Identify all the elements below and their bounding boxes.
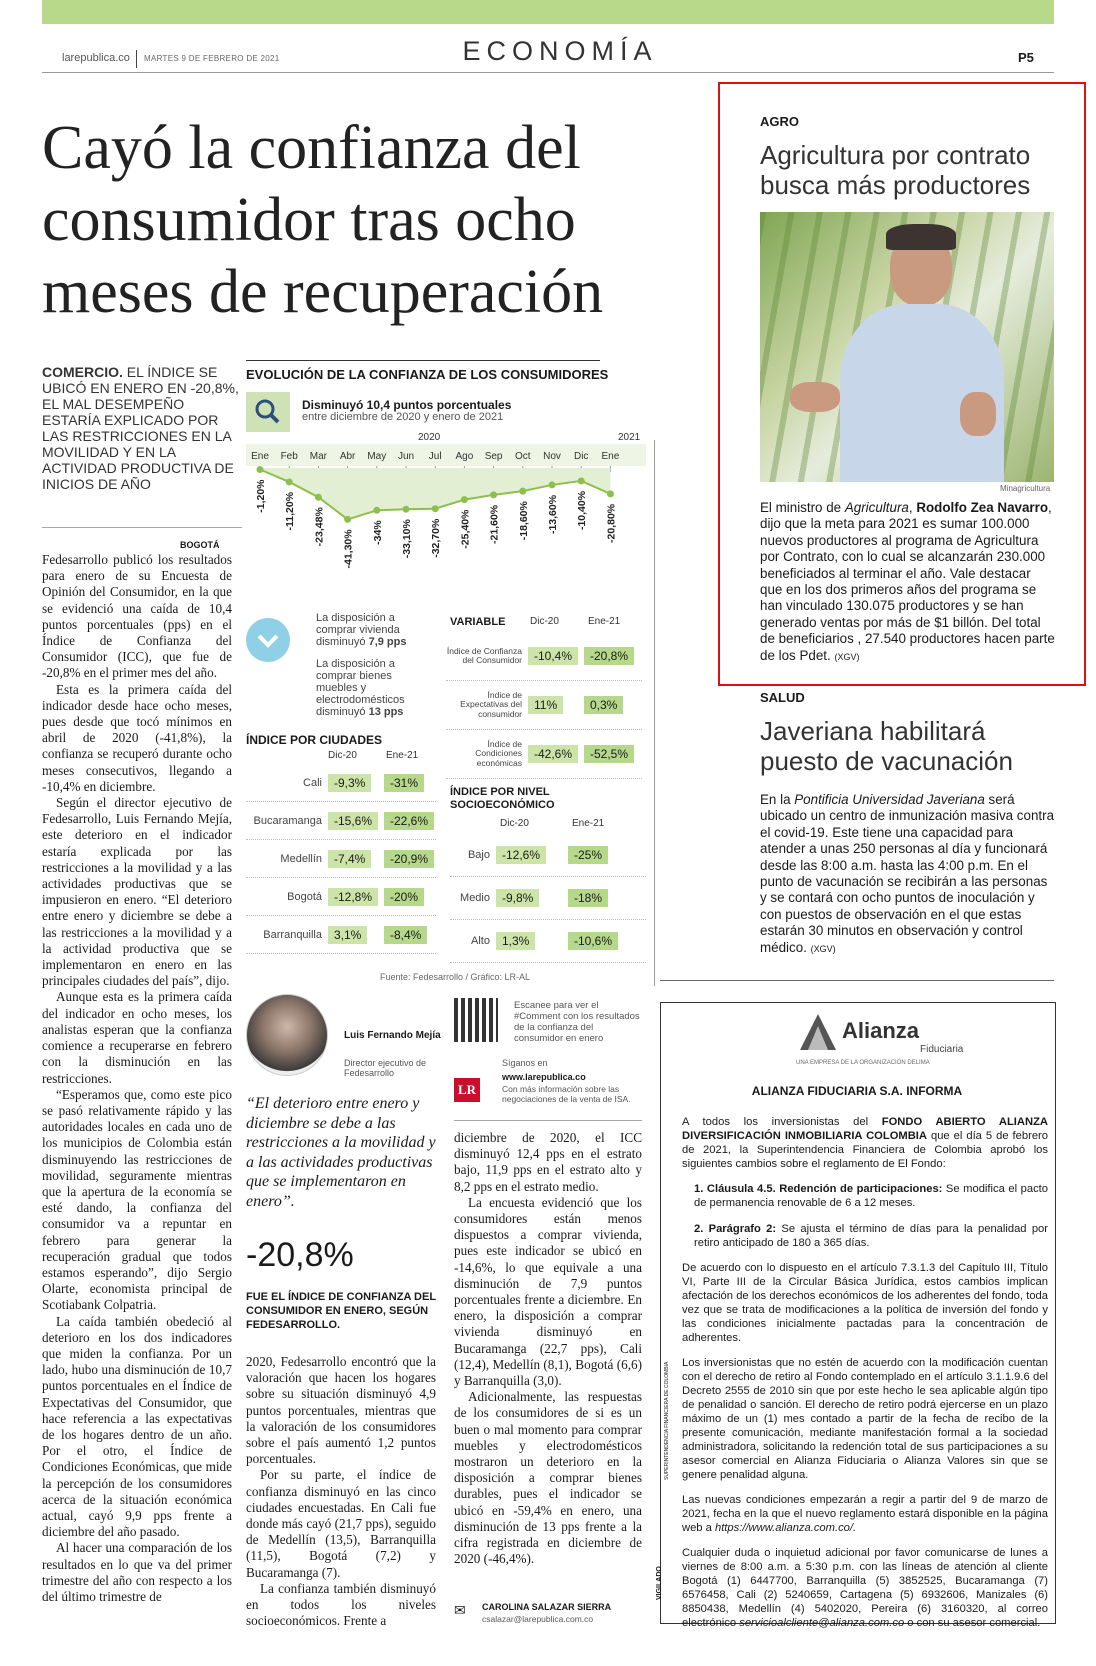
data-label: -34%	[371, 520, 384, 545]
text: Rodolfo Zea Navarro	[916, 500, 1049, 515]
article-column-3	[454, 1130, 642, 1567]
ad-paragraph	[682, 1493, 1048, 1535]
table-row	[246, 840, 436, 878]
ad-heading: ALIANZA FIDUCIARIA S.A. INFORMA	[751, 1084, 963, 1098]
paragraph: Según el director ejecutivo de Fedesarrollo, Luis Fernando Mejía, este deterioro en el indicador estaría explicada por las restricciones a la movilidad y a las actividades productivas que se impusieron en enero. “El deterioro entre enero y diciembre se debe a las restricciones a la movilidad y a la actividad productiva que se implementaron en enero en las principales ciudades del país”, dijo.	[42, 795, 232, 989]
row-label: Bucaramanga	[253, 814, 322, 827]
col-header-dec: Dic-20	[530, 616, 559, 627]
month-tick: Sep	[484, 451, 503, 462]
variables-table	[446, 632, 642, 779]
infographic-title: EVOLUCIÓN DE LA CONFIANZA DE LOS CONSUMIDORES	[246, 367, 609, 382]
down-arrow-icon	[246, 618, 290, 662]
qr-caption: Escanee para ver el #Comment con los resultados de la confianza del consumidor en enero	[514, 1000, 640, 1044]
text: Agricultura	[844, 500, 909, 515]
row-label: Cali	[303, 776, 322, 789]
paragraph: Fedesarrollo publicó los resultados para enero de su Encuesta de Opinión del Consumidor, en la que se evidenció una caída de 10,4 puntos porcentuales (pps) en el Índice de Confianza del Consumidor (ICC), que fue de -20,8% en el primer mes del año.	[42, 552, 232, 681]
author-icon: ✉	[454, 1602, 466, 1618]
data-label: -11,20%	[284, 491, 297, 531]
bullet-value: 13 pps	[368, 706, 404, 718]
row-label: Índice de Condiciones económicas	[475, 738, 522, 768]
dateline: BOGOTÁ	[180, 540, 220, 550]
bullet-text: La disposición a comprar vivienda disminuyó	[316, 612, 400, 648]
issue-date: MARTES 9 DE FEBRERO DE 2021	[144, 54, 280, 63]
bullet-housing	[316, 612, 428, 648]
infographic-rule	[246, 360, 600, 361]
value-jan: 0,3%	[584, 696, 623, 714]
month-tick: Jun	[397, 451, 415, 462]
year-label-2020: 2020	[418, 432, 441, 443]
data-label: -21,60%	[488, 504, 501, 544]
infographic-subtitle: Disminuyó 10,4 puntos porcentuales	[302, 398, 512, 412]
text: que el día 5 de febrero de 2021, la Superintendencia Financiera de Colombia aprobó los siguientes cambios sobre el reglamento de El Fondo:	[682, 1130, 1048, 1171]
table-row	[446, 730, 642, 779]
follow-url[interactable]: www.larepublica.co	[502, 1072, 586, 1082]
value-dec: -9,8%	[496, 889, 539, 907]
side-note-text: SUPERINTENDENCIA FINANCIERA DE COLOMBIA	[664, 1361, 670, 1480]
value-jan: -20,8%	[584, 647, 634, 665]
lr-logo: LR	[454, 1078, 480, 1102]
table-row	[450, 920, 646, 963]
month-tick: Feb	[280, 451, 298, 462]
paragraph: La encuesta evidenció que los consumidores están menos dispuestos a comprar vivienda, pues este indicador se ubicó en -14,6%, lo que equivale a una disminución de 7,9 puntos porcentuales frente a diciembre. En enero, la disposición a comprar vivienda disminuyó en Bucaramanga (22,7 pps), Cali (12,4), Medellín (8,1), Bogotá (6,6) y Barranquilla (3,0).	[454, 1194, 642, 1389]
page-number: P5	[1018, 50, 1034, 65]
row-label: Alto	[471, 935, 490, 947]
value-jan: -20%	[384, 888, 424, 906]
table-row	[446, 632, 642, 681]
month-tick: Dic	[573, 451, 589, 462]
text: El ministro de	[760, 500, 845, 515]
value-jan: -20,9%	[384, 850, 434, 868]
paragraph: 2020, Fedesarrollo encontró que la valoración que hacen los hogares sobre su situación disminuyó 4,9 puntos porcentuales, mientras que la valoración de los consumidores sobre el país aumentó 1,2 puntos porcentuales.	[246, 1354, 436, 1467]
value-jan: -52,5%	[584, 745, 634, 763]
value-jan: -8,4%	[384, 926, 427, 944]
data-label: -1,20%	[255, 479, 267, 513]
value-jan: -31%	[384, 774, 424, 792]
vigilado-stamp	[656, 1490, 670, 1600]
agro-text	[760, 500, 1056, 665]
author-email[interactable]: csalazar@larepublica.com.co	[482, 1614, 594, 1624]
section-tag-salud: SALUD	[760, 690, 805, 705]
article-column-2	[246, 1354, 436, 1629]
signature: (XGV)	[834, 651, 860, 662]
cities-table	[246, 764, 436, 954]
month-tick: Oct	[515, 451, 531, 462]
paragraph: “Esperamos que, como este pico se pasó relativamente rápido y las autoridades locales en cada uno de los municipios de Colombia están disminuyendo las restricciones de movilidad, seguramente mientras que la apertura de la economía se esté dando, la confianza del consumidor va a repuntar en febrero para generar la recuperación gradual que todos estamos esperando”, dijo Sergio Olarte, economista principal de Scotiabank Colpatria.	[42, 1086, 232, 1313]
paragraph: Por su parte, el índice de confianza disminuyó en las cinco ciudades encuestadas. En Cali fue donde más cayó (21,7 pps), seguido de Medellín (13,5), Barranquilla (11,5), Bogotá (7,2) y Bucaramanga (7).	[246, 1467, 436, 1580]
value-dec: 1,3%	[496, 932, 535, 950]
data-point	[578, 477, 585, 484]
article-column-1	[42, 552, 232, 1605]
top-color-bar	[42, 0, 1054, 24]
divider	[660, 980, 1054, 981]
side-note	[664, 1361, 678, 1480]
lead-text: EL ÍNDICE SE UBICÓ EN ENERO EN -20,8%, EL MAL DESEMPEÑO ESTARÍA EXPLICADO POR LAS RESTRICCIONES EN LA MOVILIDAD Y EN LA ACTIVIDAD PRODUCTIVA DE INICIOS DE AÑO	[42, 364, 239, 492]
data-point	[490, 491, 497, 498]
data-label: -18,60%	[517, 501, 530, 541]
paragraph: Adicionalmente, las respuestas de los consumidores de si es un buen o mal momento para comprar muebles y electrodomésticos mostraron un deterioro en la disposición a comprar bienes durables, pues el indicador se ubicó en -59,4% en enero, una disminución de 13 pps frente a la cifra registrada en diciembre de 2020 (-46,4%).	[454, 1389, 642, 1567]
data-point	[286, 478, 293, 485]
value-jan: -10,6%	[568, 932, 618, 950]
alianza-logo-icon	[798, 1012, 838, 1057]
value-dec: -12,8%	[328, 888, 378, 906]
minister-photo	[760, 212, 1054, 482]
value-dec: -9,3%	[328, 774, 371, 792]
main-headline: Cayó la confianza del consumidor tras ocho meses de recuperación	[42, 114, 604, 326]
data-label: -10,40%	[576, 490, 589, 531]
text: será ubicado un centro de inmunización masiva contra el covid-19. Este tiene una capacidad para atender a unas 250 personas al día y funcionará desde las 8:00 a.m. hasta las 4:00 p.m. En el punto de vacunación se recibirán a las personas y se contará con ocho puntos de inoculación y con puestos de observación en el que estas estarán 30 minutos en observación y control médico.	[760, 792, 1055, 955]
ad-paragraph: De acuerdo con lo dispuesto en el artículo 7.3.1.3 del Capítulo III, Título VI, Parte III de la Circular Básica Jurídica, estos cambios implican afectación de los derechos económicos de los adherentes del fondo, toda vez que se trata de modificaciones a la política de inversión del fondo y las condiciones inicialmente pactadas para la concentración de adherentes.	[682, 1261, 1048, 1344]
variable-title: VARIABLE	[450, 616, 506, 628]
bullet-text: La disposición a comprar bienes muebles y electrodomésticos disminuyó	[316, 658, 405, 718]
month-tick: Mar	[309, 451, 328, 462]
col-header-dec: Dic-20	[500, 818, 529, 829]
text: 2. Parágrafo 2:	[694, 1222, 777, 1235]
infographic-source: Fuente: Fedesarrollo / Gráfico: LR-AL	[380, 972, 531, 982]
month-tick: Ene	[251, 451, 269, 462]
ad-item	[682, 1182, 1048, 1210]
text: En la	[760, 792, 795, 807]
paragraph: Al hacer una comparación de los resultados en lo que va del primer trimestre del año con respecto a los del último trimestre de	[42, 1540, 232, 1604]
data-label: -41,30%	[342, 529, 355, 569]
text: FONDO ABIERTO ALIANZA DIVERSIFICACIÓN INMOBILIARIA COLOMBIA	[682, 1116, 1048, 1143]
section-name: ECONOMÍA	[462, 36, 658, 66]
text: 1. Cláusula 4.5. Redención de participaciones:	[694, 1183, 943, 1196]
row-label: Índice de Confianza del Consumidor	[446, 645, 522, 665]
paragraph: Aunque esta es la primera caída del indicador en ocho meses, los analistas esperan que la confianza comience a recuperarse en febrero con la disminución en las restricciones.	[42, 989, 232, 1086]
cities-title: ÍNDICE POR CIUDADES	[246, 733, 383, 747]
value-dec: 3,1%	[328, 926, 367, 944]
divider	[454, 1120, 642, 1121]
ad-brand-sub: Fiduciaria	[920, 1044, 964, 1055]
confidence-chart	[246, 444, 646, 614]
row-label: Bajo	[467, 849, 490, 861]
row-label: Medio	[460, 892, 490, 904]
month-tick: Jul	[428, 451, 442, 462]
table-row	[246, 878, 436, 916]
ad-email-link[interactable]: servicioalcliente@alianza.com.co	[739, 1617, 905, 1630]
lead-divider	[42, 527, 242, 528]
paragraph: La caída también obedeció al deterioro en los dos indicadores que miden la confianza. Por un lado, hubo una disminución de 10,7 puntos porcentuales en el Índice de Expectativas del Consumidor, que hace referencia a las expectativas de los hogares dentro de un año. Por el otro, el Índice de Condiciones Económicas, que mide la percepción de los consumidores acerca de la situación económica actual, cayó 9,9 pps frente a diciembre del año pasado.	[42, 1313, 232, 1540]
signature: (XGV)	[810, 943, 836, 954]
qr-code-icon[interactable]	[454, 998, 498, 1042]
ad-paragraph: Los inversionistas que no estén de acuerdo con la modificación cuentan con el derecho de retiro al Fondo contemplado en el artículo 3.1.1.9.6 del Decreto 2555 de 2010 sin que por este hecho le sea aplicable algún tipo de penalidad o sanción. El derecho de retiro podrá ejercerse en un plazo máximo de un (1) mes contado a partir de la fecha de recibo de la presente comunicación, mediante manifestación formal a la sociedad administradora, solicitando la redención total de sus participaciones a su asesor comercial en Alianza Fiduciaria o Alianza Valores sin que se genere penalidad alguna.	[682, 1356, 1048, 1481]
text: o con su asesor comercial.	[904, 1617, 1041, 1630]
table-row	[446, 681, 642, 730]
month-tick: Abr	[339, 451, 356, 462]
data-label: -20,80%	[605, 503, 618, 543]
month-tick: May	[367, 451, 387, 462]
data-point	[607, 490, 614, 497]
value-jan: -25%	[568, 846, 608, 864]
paragraph: diciembre de 2020, el ICC disminuyó 12,4 pps en el estrato bajo, 11,9 pps en el estrato alto y 8,2 pps en el estrato medio.	[454, 1130, 642, 1194]
lead-kicker: COMERCIO.	[42, 364, 123, 380]
socio-table	[450, 834, 646, 963]
text: , dijo que la meta para 2021 es sumar 100.000 nuevos productores al programa de Agricultura por Contrato, con lo cual se alcanzarán 230.000 beneficiados al terminar el año. Vale destacar que en los dos primeros años del programa se han vinculado 130.075 productores y se han generado ventas por más de $1 billón. Del total de beneficiarios , 27.540 productores hacen parte de los Pdet.	[760, 500, 1055, 663]
year-label-2021: 2021	[618, 432, 641, 443]
agro-headline: Agricultura por contrato busca más productores	[760, 140, 1031, 200]
vigilado-text: VIGILADO	[656, 1566, 663, 1600]
socio-title: ÍNDICE POR NIVEL SOCIOECONÓMICO	[450, 786, 555, 811]
value-dec: -12,6%	[496, 846, 546, 864]
value-dec: -10,4%	[528, 647, 578, 665]
table-row	[450, 877, 646, 920]
data-label: -33,10%	[401, 519, 413, 559]
ad-body	[682, 1104, 1048, 1642]
col-header-dec: Dic-20	[328, 750, 357, 761]
site-name[interactable]: larepublica.co	[62, 52, 130, 64]
data-label: -32,70%	[430, 518, 443, 558]
text: ,	[908, 500, 917, 515]
header-separator	[136, 50, 137, 68]
table-row	[450, 834, 646, 877]
lead-summary	[42, 364, 242, 492]
data-point	[344, 516, 351, 523]
quote-role: Director ejecutivo de Fedesarrollo	[344, 1058, 427, 1078]
value-jan: -22,6%	[384, 812, 434, 830]
month-tick: Ago	[455, 451, 474, 462]
big-number-caption: FUE EL ÍNDICE DE CONFIANZA DEL CONSUMIDOR EN ENERO, SEGÚN FEDESARROLLO.	[246, 1291, 436, 1331]
ad-brand-tag: UNA EMPRESA DE LA ORGANIZACIÓN DELIMA	[796, 1060, 930, 1066]
salud-headline: Javeriana habilitará puesto de vacunación	[760, 716, 1013, 776]
month-tick: Ene	[601, 451, 620, 462]
ad-paragraph	[682, 1115, 1048, 1171]
data-label: -13,60%	[547, 494, 559, 535]
row-label: Índice de Expectativas del consumidor	[460, 689, 522, 719]
follow-description: Con más información sobre las negociaciones de la venta de ISA.	[502, 1084, 631, 1104]
table-row	[246, 802, 436, 840]
ad-link[interactable]: https://www.alianza.com.co/.	[714, 1522, 857, 1535]
value-dec: 11%	[528, 696, 563, 714]
data-point	[373, 507, 380, 514]
avatar	[246, 994, 328, 1076]
value-jan: -18%	[568, 889, 608, 907]
photo-credit: Minagricultura	[1000, 484, 1051, 493]
data-point	[403, 506, 410, 513]
text: Se modifica el pacto de permanencia renovable de 6 a 12 meses.	[694, 1183, 1048, 1210]
data-point	[315, 494, 322, 501]
data-label: -25,40%	[459, 509, 472, 549]
follow-label: Síganos en	[502, 1058, 548, 1068]
header-rule	[42, 72, 1054, 73]
ad-brand: Alianza	[842, 1018, 920, 1043]
salud-text	[760, 792, 1056, 957]
row-label: Barranquilla	[263, 928, 322, 941]
row-label: Medellín	[280, 852, 322, 865]
value-dec: -7,4%	[328, 850, 371, 868]
col-header-jan: Ene-21	[588, 616, 621, 627]
paragraph: Esta es la primera caída del indicador desde hace ocho meses, pues desde que tocó mínimos en abril de 2020 (-41,8%), la confianza se recuperó durante ocho meses consecutivos, llegando a -10,4% en diciembre.	[42, 681, 232, 794]
text: Pontificia Universidad Javeriana	[794, 792, 985, 807]
text: Se ajusta el término de días para la penalidad por retiro anticipado de 180 a 365 días.	[694, 1222, 1048, 1249]
ad-paragraph	[682, 1546, 1048, 1630]
col-header-jan: Ene-21	[386, 750, 419, 761]
column-rule	[654, 440, 655, 986]
ad-item	[682, 1222, 1048, 1250]
author-name: CAROLINA SALAZAR SIERRA	[482, 1602, 612, 1612]
data-point	[519, 488, 526, 495]
value-dec: -42,6%	[528, 745, 578, 763]
value-dec: -15,6%	[328, 812, 378, 830]
quote-person: Luis Fernando Mejía	[344, 1030, 441, 1041]
data-point	[549, 481, 556, 488]
month-tick: Nov	[543, 451, 561, 462]
row-label: Bogotá	[287, 890, 322, 903]
bullet-durables	[316, 658, 428, 718]
text: A todos los inversionistas del	[682, 1116, 882, 1129]
data-point	[432, 505, 439, 512]
table-row	[246, 764, 436, 802]
big-number: -20,8%	[246, 1236, 354, 1274]
magnifier-icon	[246, 392, 290, 432]
text: Cualquier duda o inquietud adicional por favor comunicarse de lunes a viernes de 8:00 a.m. a 5:30 p.m. con las líneas de atención al cliente Bogotá (1) 6447700, Barranquilla (5) 3852525, Bucaramanga (7) 6576458, Cali (2) 5240659, Cartagena (5) 6932606, Manizales (6) 8850438, Medellín (4) 5402020, Pereira (6) 3160320, al correo electrónico	[682, 1547, 1048, 1630]
infographic-subtitle-2: entre diciembre de 2020 y enero de 2021	[302, 411, 504, 423]
paragraph: La confianza también disminuyó en todos los niveles socioeconómicos. Frente a	[246, 1580, 436, 1629]
data-point	[461, 496, 468, 503]
pull-quote: “El deterioro entre enero y diciembre se debe a las restricciones a la movilidad y a las actividades productivas que se implementaron en enero”.	[246, 1095, 436, 1210]
text: Las nuevas condiciones empezarán a regir a partir del 9 de marzo de 2021, fecha en la que el nuevo reglamento estará disponible en la página web a	[682, 1494, 1048, 1535]
section-tag-agro: AGRO	[760, 114, 799, 129]
table-row	[246, 916, 436, 954]
bullet-value: 7,9 pps	[368, 636, 407, 648]
data-label: -23,48%	[313, 507, 326, 547]
col-header-jan: Ene-21	[572, 818, 605, 829]
data-point	[257, 466, 264, 473]
